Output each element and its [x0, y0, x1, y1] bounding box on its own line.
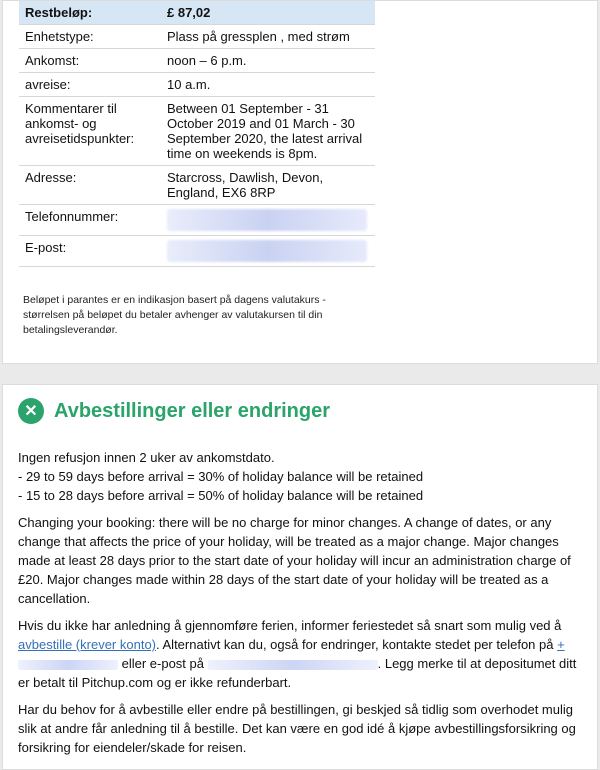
- contact-text-c: eller e-post på: [118, 656, 208, 671]
- redacted-email: [167, 240, 367, 262]
- row-address: [19, 166, 375, 205]
- comments-label: Kommentarer til ankomst- og avreisetidspunkter:: [19, 97, 161, 166]
- contact-text-d: . Legg merke til at depositumet ditt er betalt til Pitchup.com og er ikke refunderbart.: [18, 656, 577, 690]
- email-label: E-post:: [19, 236, 161, 267]
- close-circle-icon: ✕: [18, 398, 44, 424]
- contact-text-b: . Alternativt kan du, også for endringer, kontakte stedet per telefon på: [156, 637, 558, 652]
- row-phone: [19, 205, 375, 236]
- phone-link[interactable]: +: [557, 637, 565, 652]
- change-policy: Changing your booking: there will be no charge for minor changes. A change of dates, or any change that affects the price of your holiday, will be treated as a major change. Major changes made at least 28 days prior to the start date of your holiday will incur an administration charge of £20. Major changes made within 28 days of the start date of your holiday will be treated as a cancellation.: [18, 515, 571, 606]
- redacted-phone-number: [18, 660, 118, 670]
- refund-rules: [18, 448, 582, 505]
- contact-instructions: [18, 616, 582, 692]
- comments-value: Between 01 September - 31 October 2019 and 01 March - 30 September 2020, the latest arrival time on weekends is 8pm.: [161, 97, 375, 166]
- contact-text-a: Hvis du ikke har anledning å gjennomføre ferien, informer feriestedet så snart som mulig ved å: [18, 618, 562, 633]
- row-unit-type: [19, 25, 375, 49]
- address-value: Starcross, Dawlish, Devon, England, EX6 8RP: [161, 166, 375, 205]
- rest-value: £ 87,02: [161, 1, 375, 25]
- currency-disclaimer: Beløpet i parantes er en indikasjon basert på dagens valutakurs - størrelsen på beløpet du betaler avhenger av valutakursen til din betalingsleverandør.: [23, 294, 326, 336]
- booking-details-card: [2, 0, 598, 364]
- email-value: [161, 236, 375, 267]
- refund-line-2: - 29 to 59 days before arrival = 30% of holiday balance will be retained: [18, 469, 424, 484]
- redacted-email-address: [208, 660, 378, 670]
- row-departure: [19, 73, 375, 97]
- refund-line-1: Ingen refusjon innen 2 uker av ankomstdato.: [18, 450, 275, 465]
- cancellation-body: [18, 448, 582, 765]
- booking-details-table: [19, 1, 375, 267]
- unit-type-label: Enhetstype:: [19, 25, 161, 49]
- advice-text: Har du behov for å avbestille eller endre på bestillingen, gi beskjed så tidlig som overhodet mulig slik at andre får anledning til å bestille. Det kan være en god idé å kjøpe avbestillingsforsikring og forsikring for eiendeler/skade for reisen.: [18, 702, 576, 755]
- arrival-label: Ankomst:: [19, 49, 161, 73]
- unit-type-value: Plass på gressplen , med strøm: [161, 25, 375, 49]
- redacted-phone: [167, 209, 367, 231]
- arrival-value: noon – 6 p.m.: [161, 49, 375, 73]
- row-rest: [19, 1, 375, 25]
- departure-value: 10 a.m.: [161, 73, 375, 97]
- row-comments: [19, 97, 375, 166]
- departure-label: avreise:: [19, 73, 161, 97]
- row-arrival: [19, 49, 375, 73]
- phone-value: [161, 205, 375, 236]
- cancel-account-link[interactable]: avbestille (krever konto): [18, 637, 156, 652]
- cancellation-title: [18, 398, 330, 424]
- address-label: Adresse:: [19, 166, 161, 205]
- phone-label: Telefonnummer:: [19, 205, 161, 236]
- row-email: [19, 236, 375, 267]
- rest-label: Restbeløp:: [19, 1, 161, 25]
- cancellation-title-text: Avbestillinger eller endringer: [54, 399, 331, 422]
- refund-line-3: - 15 to 28 days before arrival = 50% of holiday balance will be retained: [18, 488, 424, 503]
